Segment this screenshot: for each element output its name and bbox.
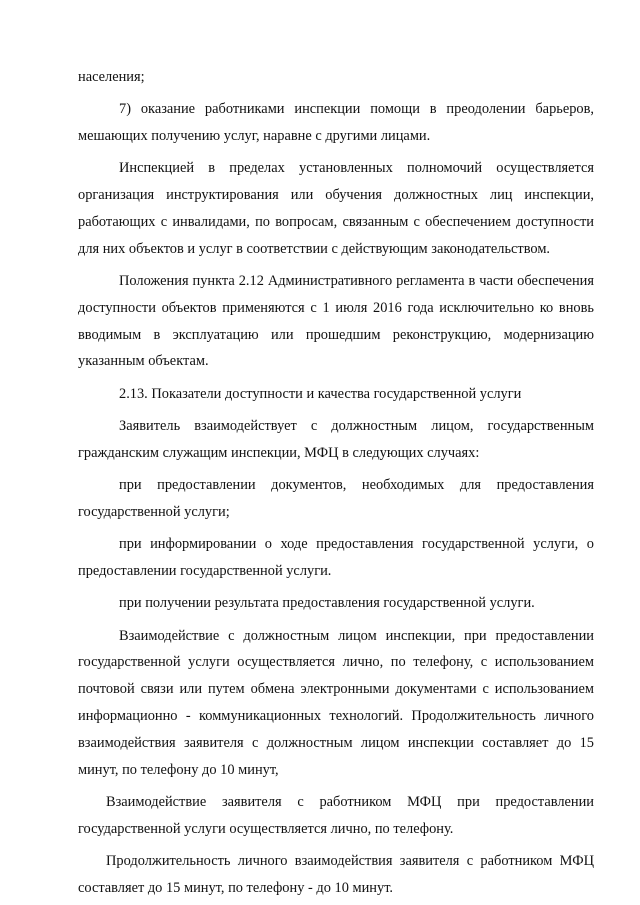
section-heading-2-13: 2.13. Показатели доступности и качества государственной услуги: [119, 385, 522, 402]
paragraph-3: Инспекцией в пределах установленных полномочий осуществляется организация инструктирования или обучения должностных лиц инспекции, работающих с инвалидами, по вопросам, связанным с обеспечением доступности для них объектов и услуг в соответствии с действующим законодательством.: [78, 160, 594, 257]
paragraph-4: Положения пункта 2.12 Административного регламента в части обеспечения доступности объектов применяются с 1 июля 2016 года исключительно ко вновь вводимым в эксплуатацию или прошедшим реконструкцию, модернизацию указанным объектам.: [78, 273, 594, 370]
paragraph-10: Взаимодействие с должностным лицом инспекции, при предоставлении государственной услуги осуществляется лично, по телефону, с использованием почтовой связи или путем обмена электронными документами с использованием информационно - коммуникационных технологий. Продолжительность личного взаимодействия заявителя с должностным лицом инспекции составляет до 15 минут, по телефону до 10 минут,: [78, 627, 594, 778]
paragraph-12: Продолжительность личного взаимодействия заявителя с работником МФЦ составляет до 15 минут, по телефону - до 10 минут.: [78, 853, 594, 896]
paragraph-6: Заявитель взаимодействует с должностным лицом, государственным гражданским служащим инспекции, МФЦ в следующих случаях:: [78, 418, 594, 461]
paragraph-9: при получении результата предоставления государственной услуги.: [119, 595, 535, 612]
paragraph-11: Взаимодействие заявителя с работником МФЦ при предоставлении государственной услуги осуществляется лично, по телефону.: [78, 793, 594, 837]
paragraph-2: 7) оказание работниками инспекции помощи в преодолении барьеров, мешающих получению услуг, наравне с другими лицами.: [78, 101, 594, 145]
paragraph-1: населения;: [78, 69, 145, 85]
paragraph-8: при информировании о ходе предоставления государственной услуги, о предоставлении государственной услуги.: [78, 536, 594, 580]
paragraph-7: при предоставлении документов, необходимых для предоставления государственной услуги;: [78, 477, 594, 520]
